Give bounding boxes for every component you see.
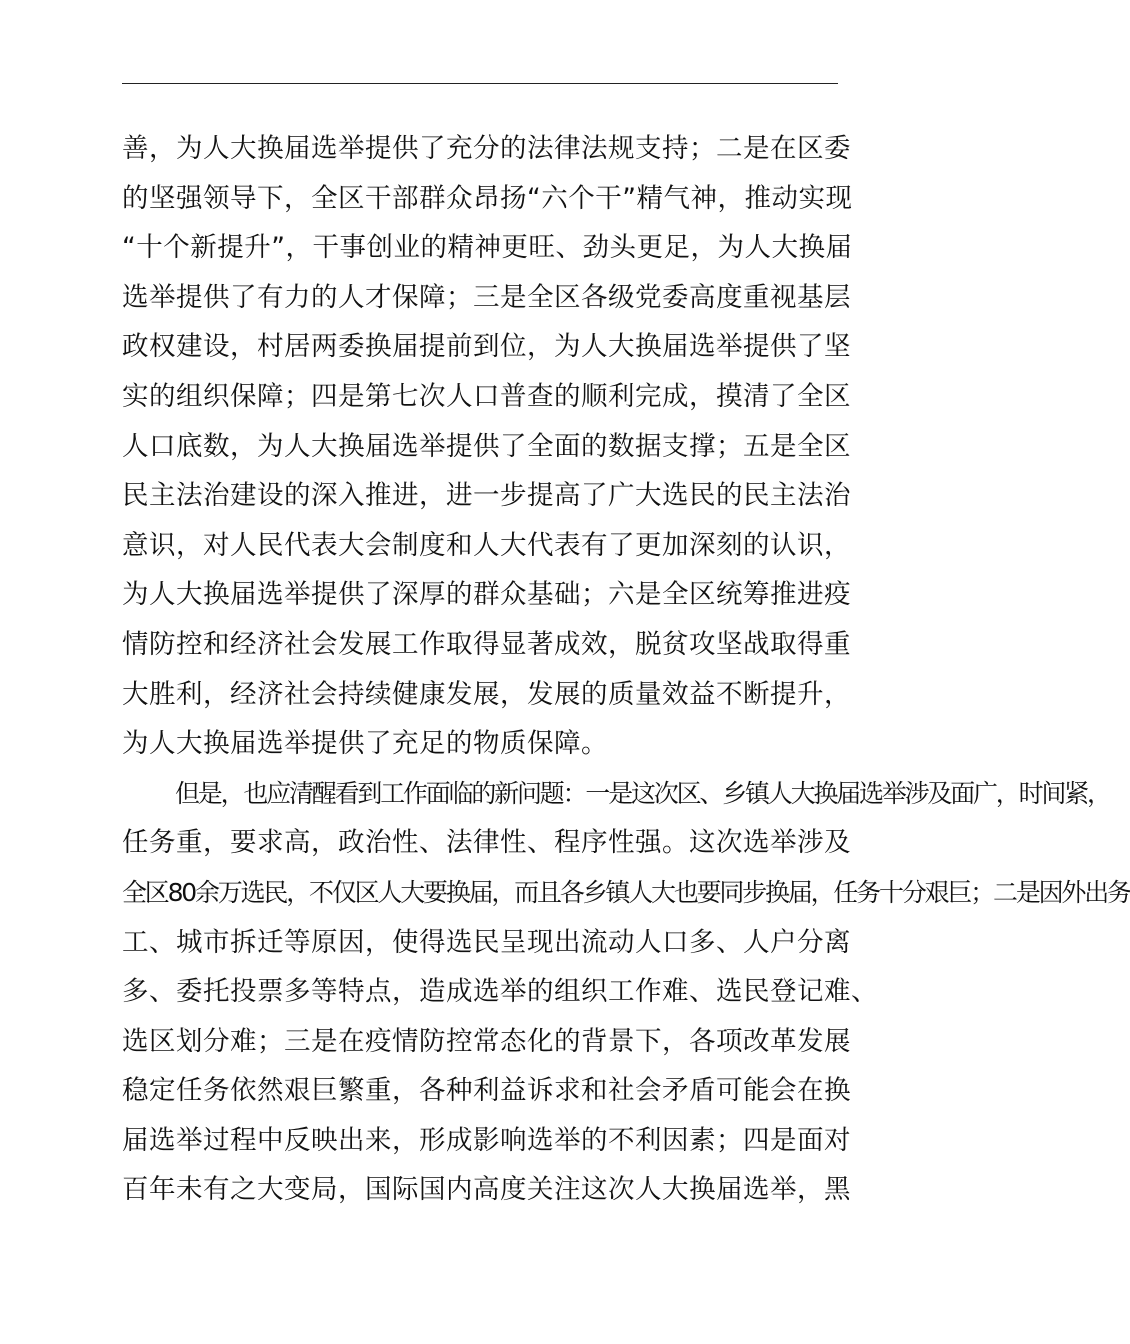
text-line: 意识，对人民代表大会制度和人大代表有了更加深刻的认识， xyxy=(122,529,851,561)
header-rule xyxy=(122,83,838,84)
text-line: 选举提供了有力的人才保障；三是全区各级党委高度重视基层 xyxy=(122,281,851,313)
text-line: 实的组织保障；四是第七次人口普查的顺利完成，摸清了全区 xyxy=(122,380,851,412)
text-line: 届选举过程中反映出来，形成影响选举的不利因素；四是面对 xyxy=(122,1124,851,1156)
text-line: 民主法治建设的深入推进，进一步提高了广大选民的民主法治 xyxy=(122,480,851,512)
text-line: “十个新提升”，干事创业的精神更旺、劲头更足，为人大换届 xyxy=(122,232,853,264)
text-line: 人口底数，为人大换届选举提供了全面的数据支撑；五是全区 xyxy=(122,430,851,462)
text-line: 情防控和经济社会发展工作取得显著成效，脱贫攻坚战取得重 xyxy=(122,628,851,660)
text-line: 选区划分难；三是在疫情防控常态化的背景下，各项改革发展 xyxy=(122,1025,851,1057)
text-line: 多、委托投票多等特点，造成选举的组织工作难、选民登记难、 xyxy=(122,976,878,1008)
text-line: 政权建设，村居两委换届提前到位，为人大换届选举提供了坚 xyxy=(122,331,851,363)
text-line: 大胜利，经济社会持续健康发展，发展的质量效益不断提升， xyxy=(122,678,851,710)
text-line: 工、城市拆迁等原因，使得选民呈现出流动人口多、人户分离 xyxy=(122,926,851,958)
text-line: 百年未有之大变局，国际国内高度关注这次人大换届选举，黑 xyxy=(122,1174,851,1206)
text-line: 为人大换届选举提供了深厚的群众基础；六是全区统筹推进疫 xyxy=(122,579,851,611)
text-line: 全区80余万选民，不仅区人大要换届，而且各乡镇人大也要同步换届，任务十分艰巨；二是因外出务 xyxy=(122,877,1130,907)
text-line: 善，为人大换届选举提供了充分的法律法规支持；二是在区委 xyxy=(122,133,851,164)
text-line: 为人大换届选举提供了充足的物质保障。 xyxy=(122,728,608,760)
text-line: 任务重，要求高，政治性、法律性、程序性强。这次选举涉及 xyxy=(122,827,851,859)
paragraph-start-line: 但是，也应清醒看到工作面临的新问题：一是这次区、乡镇人大换届选举涉及面广，时间紧， xyxy=(175,778,1110,808)
body-text xyxy=(122,124,1130,1215)
text-line: 的坚强领导下，全区干部群众昂扬“六个干”精气神，推动实现 xyxy=(122,182,853,214)
text-line: 稳定任务依然艰巨繁重，各种利益诉求和社会矛盾可能会在换 xyxy=(122,1075,851,1107)
